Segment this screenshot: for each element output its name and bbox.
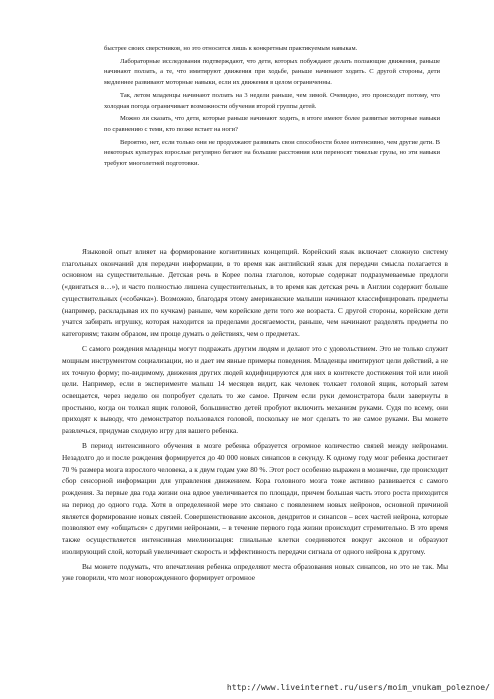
body-paragraph-synapses: Вы можете подумать, что впечатления ребенка определяют места образования новых синапсов, но это не так. Мы уже говорили, что мозг новорожденного формирует огромное bbox=[62, 561, 448, 583]
source-url-footer: http://www.liveinternet.ru/users/moim_vnukam_poleznoe/ bbox=[226, 682, 490, 692]
sidebar-note-block bbox=[104, 44, 440, 170]
note-answer-paragraph: Вероятно, нет, если только они не продолжают развивать свои способности более интенсивно, чем другие дети. В некоторых культурах взрослые регулярно бегают на большие расстояния или переносят тяжелые грузы, но эти навыки требуют многолетней подготовки. bbox=[104, 138, 440, 168]
body-paragraph-imitation: С самого рождения младенцы могут подражать другим людям и делают это с удовольствием. Это не только служит мощным инструментом социализации, но и дает им явные примеры поведения. Младенцы имитируют цели действий, а не их точную форму; по-видимому, движения других людей кодифицируются для них в контексте достижения той или иной цели. Например, если в эксперименте малыш 14 месяцев видит, как человек толкает головой ящик, который затем освещается, через неделю он попробует сделать то же самое. Причем если руки демонстратора были завернуты в простыню, когда он толкал ящик головой, большинство детей пробуют включить механизм руками. Судя по всему, они приходят к выводу, что демонстратор пользовался головой, поскольку не мог сделать то же самое руками. Вы можете развлечься, придумав сходную игру для вашего ребенка. bbox=[62, 344, 448, 436]
note-question-paragraph: Можно ли сказать, что дети, которые раньше начинают ходить, в итоге имеют более развитые моторные навыки по сравнению с теми, кто позже встает на ноги? bbox=[104, 115, 440, 133]
note-paragraph-3: Так, летом младенцы начинают ползать на 3 недели раньше, чем зимой. Очевидно, это происходит потому, что холодная погода ограничивает возможности обучения второй группы детей. bbox=[104, 91, 440, 110]
note-paragraph-2: Лабораторные исследования подтверждают, что дети, которых побуждают делать ползающие движения, раньше начинают ползать, а те, что имитируют движения при ходьбе, раньше начинают ходить. С другой стороны, дети медленнее развивают моторные навыки, если их движения в целом ограниченны. bbox=[104, 57, 440, 87]
body-paragraph-language: Языковой опыт влияет на формирование когнитивных концепций. Корейский язык включает сложную систему глагольных окончаний для передачи информации, в то время как английский язык для передачи смысла полагается в основном на существительные. Детская речь в Корее полна глаголов, которые содержат подразумеваемые предлоги («двигаться в…»), и часто полностью лишена существительных, в то время как детская речь в Англии содержит больше существительных («собачка»). Возможно, благодаря этому американские малыши начинают классифицировать предметы (например, раскладывая их по кучкам) раньше, чем корейские дети того же возраста. С другой стороны, корейские дети учатся забирать игрушку, которая находится за пределами досягаемости, раньше, чем начинают разделять предметы по категориям; таким образом, им проще думать о действиях, чем о предметах. bbox=[62, 247, 448, 339]
note-paragraph-1: быстрее своих сверстников, но это относится лишь к конкретным практикуемым навыкам. bbox=[104, 45, 358, 52]
body-paragraph-brain-growth: В период интенсивного обучения в мозге ребенка образуется огромное количество связей между нейронами. Незадолго до и после рождения формируется до 40 000 новых синапсов в секунду. К одному году мозг ребенка достигает 70 % размера мозга взрослого человека, а к двум годам уже 80 %. Этот рост особенно выражен в мозжечке, где происходит сбор сенсорной информации для управления движением. Кора головного мозга тоже активно развивается с самого рождения. За первые два года жизни она вдвое увеличивается по площади, причем большая часть этого роста приходится на период до одного года. Хотя в определенной мере это связано с появлением новых нейронов, основной причиной является формирование новых связей. Совершенствование аксонов, дендритов и синапсов – всех частей нейрона, которые позволяют ему «общаться» с другими нейронами, – в течение первого года жизни происходит стремительно. В это время также осуществляется интенсивная миелинизация: глиальные клетки соединяются вокруг аксонов и образуют изолирующий слой, который увеличивает скорость и эффективность передачи сигнала от одного нейрона к другому. bbox=[62, 441, 448, 556]
main-text-block bbox=[62, 246, 448, 584]
